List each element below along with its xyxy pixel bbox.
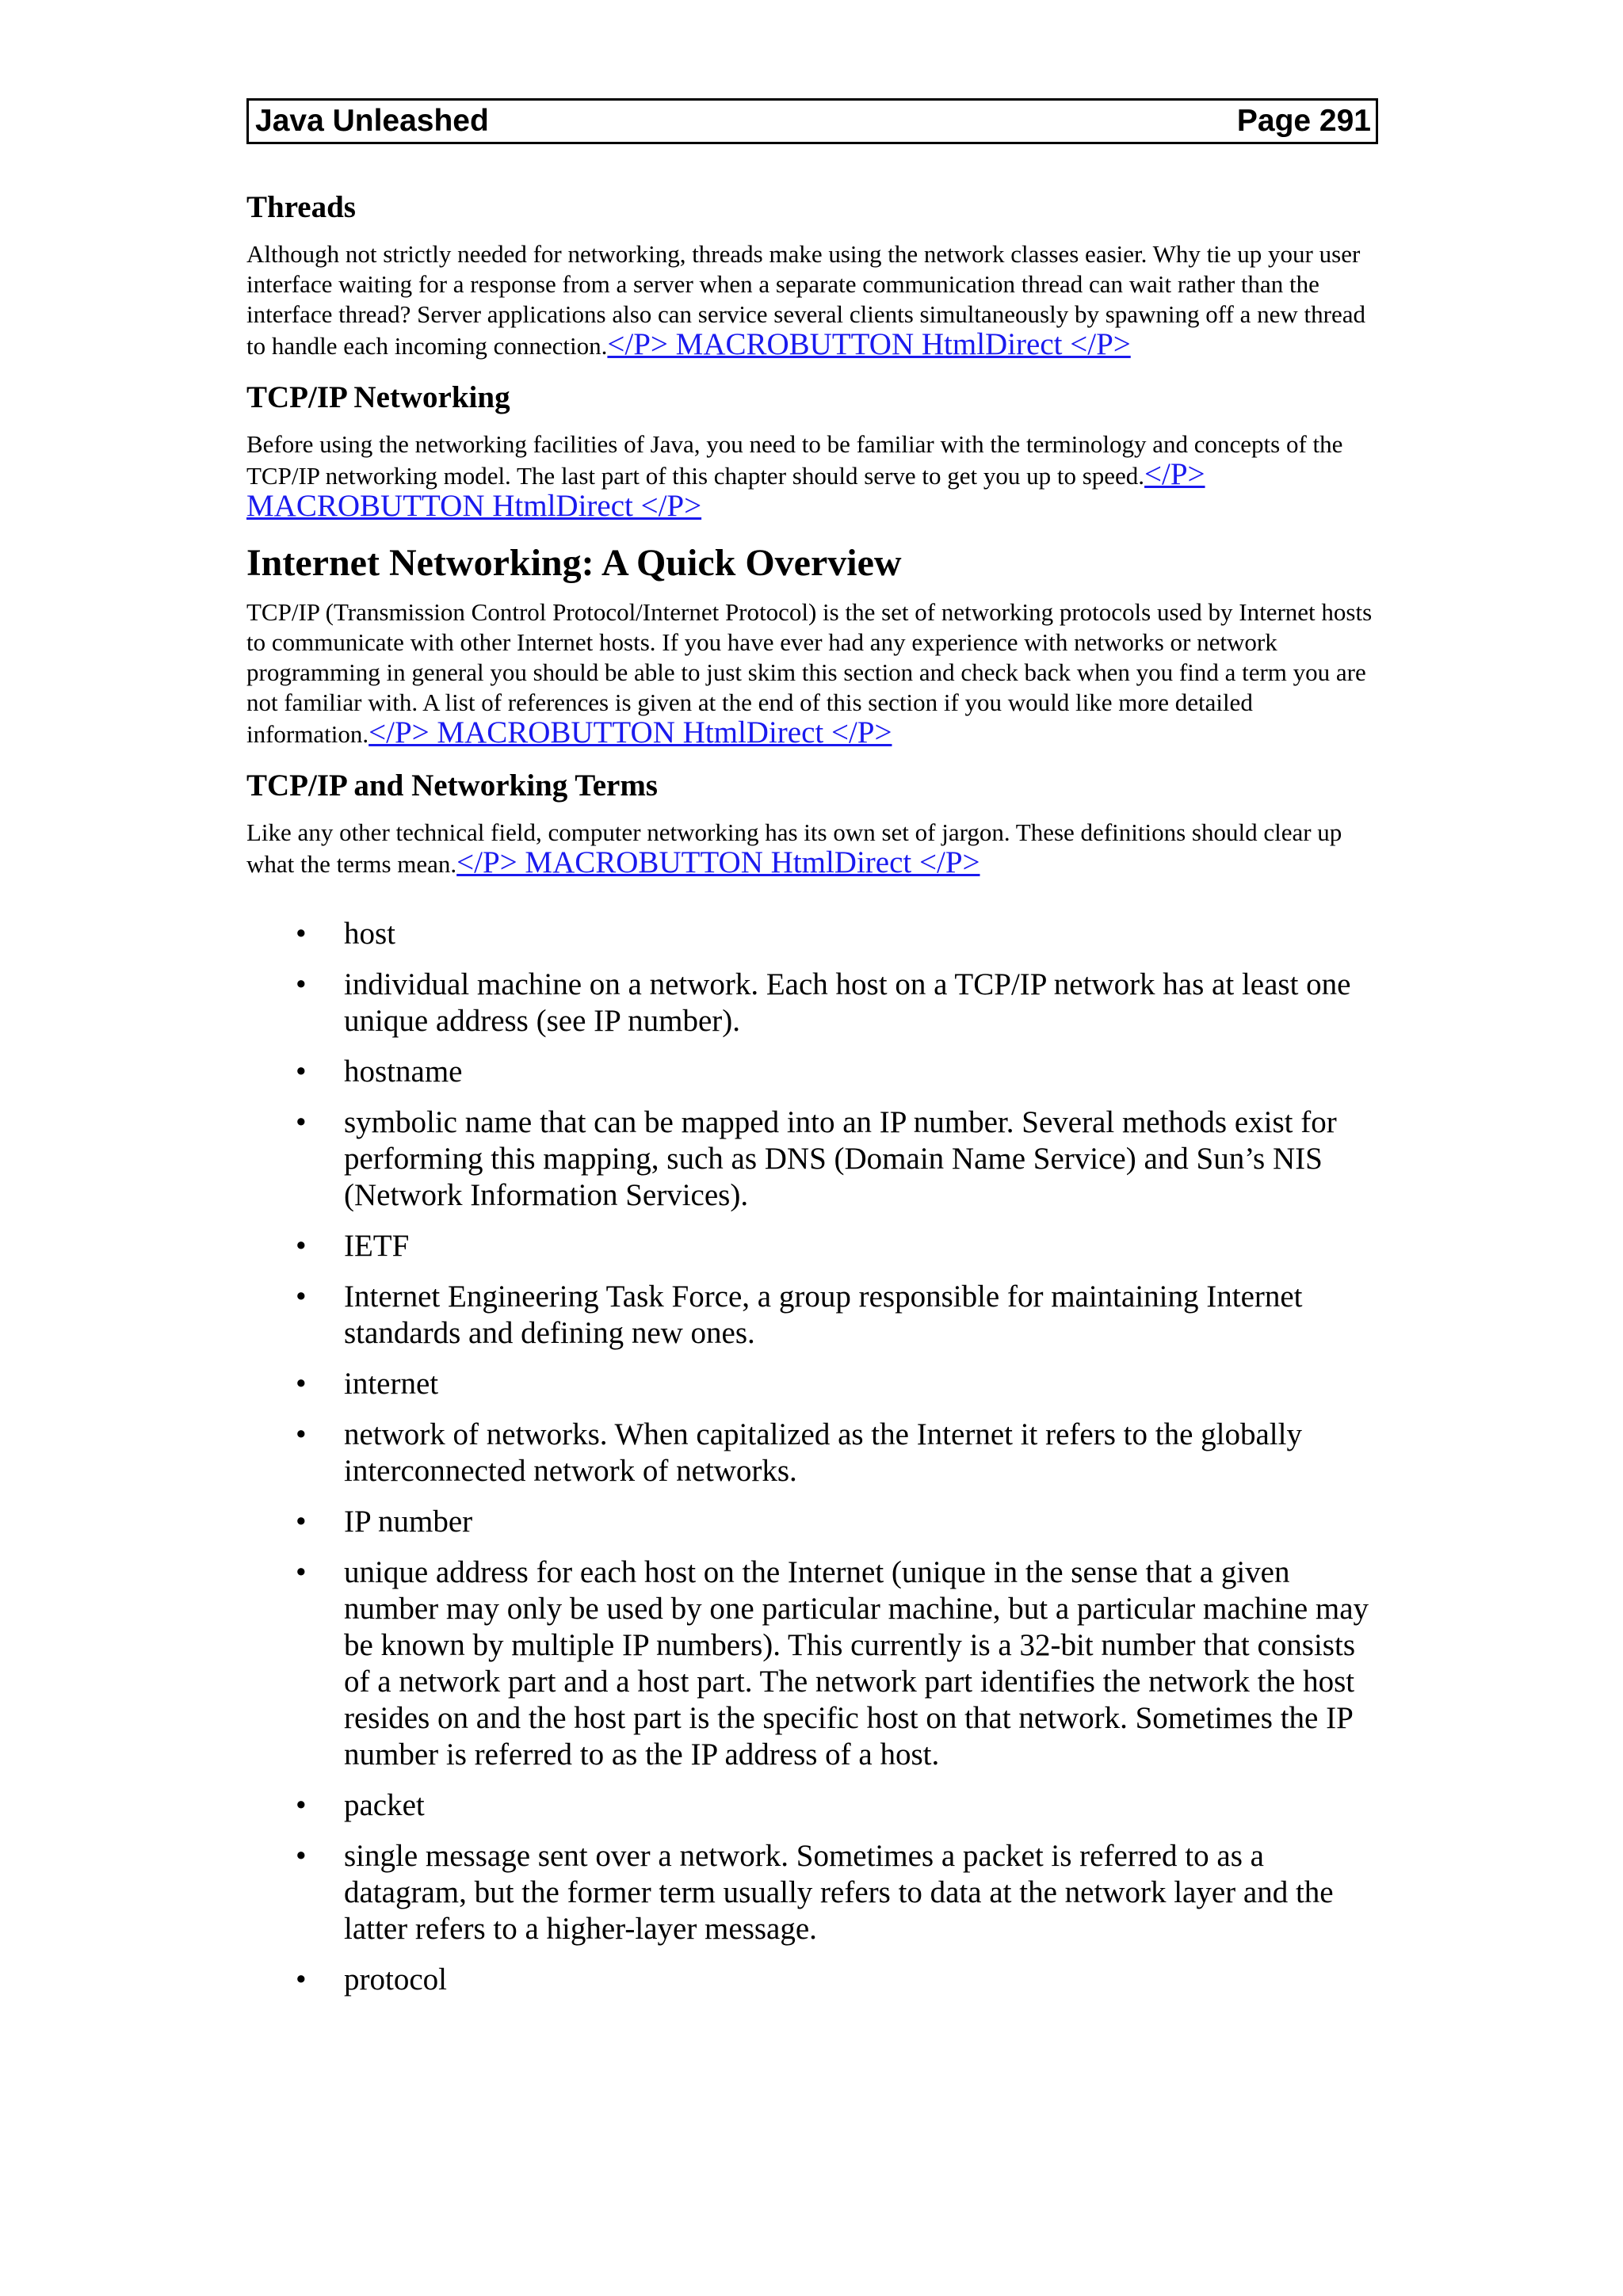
bullet-icon: • — [296, 917, 307, 951]
list-item — [246, 916, 1380, 952]
list-item — [246, 1417, 1380, 1489]
terms-list — [246, 916, 1380, 1998]
list-item-text: internet — [344, 1367, 439, 1401]
list-item — [246, 1962, 1380, 1998]
bullet-icon: • — [296, 1105, 307, 1139]
list-item-text: protocol — [344, 1962, 447, 1997]
heading-networking-terms: TCP/IP and Networking Terms — [246, 769, 658, 803]
macrobutton-link[interactable]: </P> MACROBUTTON HtmlDirect </P> — [246, 457, 1205, 523]
page-header — [246, 98, 1378, 144]
list-item-text: single message sent over a network. Sometimes a packet is referred to as a datagram, but the former term usually refers to data at the network layer and the latter refers to a higher-layer message. — [344, 1839, 1334, 1946]
macrobutton-link[interactable]: </P> MACROBUTTON HtmlDirect </P> — [369, 715, 892, 749]
list-item-text: symbolic name that can be mapped into an IP number. Several methods exist for performing this mapping, such as DNS (Domain Name Service) and Sun’s NIS (Network Information Services). — [344, 1105, 1337, 1212]
book-title: Java Unleashed — [255, 104, 489, 138]
bullet-icon: • — [296, 1555, 307, 1589]
bullet-icon: • — [296, 1055, 307, 1089]
bullet-icon: • — [296, 967, 307, 1001]
paragraph-threads-text: Although not strictly needed for networking, threads make using the network classes easier. Why tie up your user interface waiting for a response from a server when a separate communication thread can wait rather than the interface thread? Server applications also can service several clients simultaneously by spawning off a new thread to handle each incoming connection. — [246, 240, 1365, 360]
list-item-text: host — [344, 917, 396, 951]
heading-threads: Threads — [246, 190, 356, 224]
bullet-icon: • — [296, 1505, 307, 1539]
list-item — [246, 1554, 1380, 1773]
list-item — [246, 1366, 1380, 1402]
bullet-icon: • — [296, 1367, 307, 1401]
list-item-text: packet — [344, 1788, 425, 1822]
page-content — [246, 189, 1380, 2012]
list-item-text: IP number — [344, 1505, 473, 1539]
list-item — [246, 1787, 1380, 1824]
bullet-icon: • — [296, 1962, 307, 1997]
bullet-icon: • — [296, 1788, 307, 1822]
macrobutton-link[interactable]: </P> MACROBUTTON HtmlDirect </P> — [607, 327, 1131, 361]
heading-internet-overview: Internet Networking: A Quick Overview — [246, 542, 902, 584]
list-item — [246, 967, 1380, 1039]
bullet-icon: • — [296, 1280, 307, 1314]
paragraph-overview-text: TCP/IP (Transmission Control Protocol/Internet Protocol) is the set of networking protocols used by Internet hosts to communicate with other Internet hosts. If you have ever had any experience with networks or network programming in general you should be able to just skim this section and check back when you find a term you are not familiar with. A list of references is given at the end of this section if you would like more detailed information. — [246, 598, 1373, 748]
list-item — [246, 1838, 1380, 1947]
list-item-text: hostname — [344, 1055, 463, 1089]
paragraph-overview — [246, 597, 1380, 749]
paragraph-tcpip-networking — [246, 429, 1380, 523]
list-item — [246, 1104, 1380, 1214]
list-item-text: IETF — [344, 1229, 410, 1263]
page-number: Page 291 — [1236, 104, 1371, 138]
paragraph-terms-text: Like any other technical field, computer networking has its own set of jargon. These definitions should clear up what the terms mean. — [246, 818, 1342, 878]
list-item-text: Internet Engineering Task Force, a group responsible for maintaining Internet standards and defining new ones. — [344, 1280, 1303, 1350]
heading-tcpip-networking: TCP/IP Networking — [246, 380, 510, 414]
paragraph-terms — [246, 818, 1380, 879]
list-item-text: unique address for each host on the Internet (unique in the sense that a given number may only be used by one particular machine, but a particular machine may be known by multiple IP numbers). This currently is a 32-bit number that consists of a network part and a host part. The network part identifies the network the host resides on and the host part is the specific host on that network. Sometimes the IP number is referred to as the IP address of a host. — [344, 1555, 1369, 1772]
list-item — [246, 1279, 1380, 1352]
list-item — [246, 1054, 1380, 1090]
list-item — [246, 1504, 1380, 1540]
bullet-icon: • — [296, 1417, 307, 1451]
paragraph-threads — [246, 239, 1380, 361]
list-item-text: individual machine on a network. Each host on a TCP/IP network has at least one unique address (see IP number). — [344, 967, 1351, 1038]
bullet-icon: • — [296, 1229, 307, 1263]
bullet-icon: • — [296, 1839, 307, 1873]
list-item — [246, 1228, 1380, 1264]
macrobutton-link[interactable]: </P> MACROBUTTON HtmlDirect </P> — [456, 845, 980, 879]
list-item-text: network of networks. When capitalized as the Internet it refers to the globally interconnected network of networks. — [344, 1417, 1302, 1488]
paragraph-tcpip-networking-text: Before using the networking facilities of Java, you need to be familiar with the terminology and concepts of the TCP/IP networking model. The last part of this chapter should serve to get you up to speed. — [246, 430, 1343, 490]
